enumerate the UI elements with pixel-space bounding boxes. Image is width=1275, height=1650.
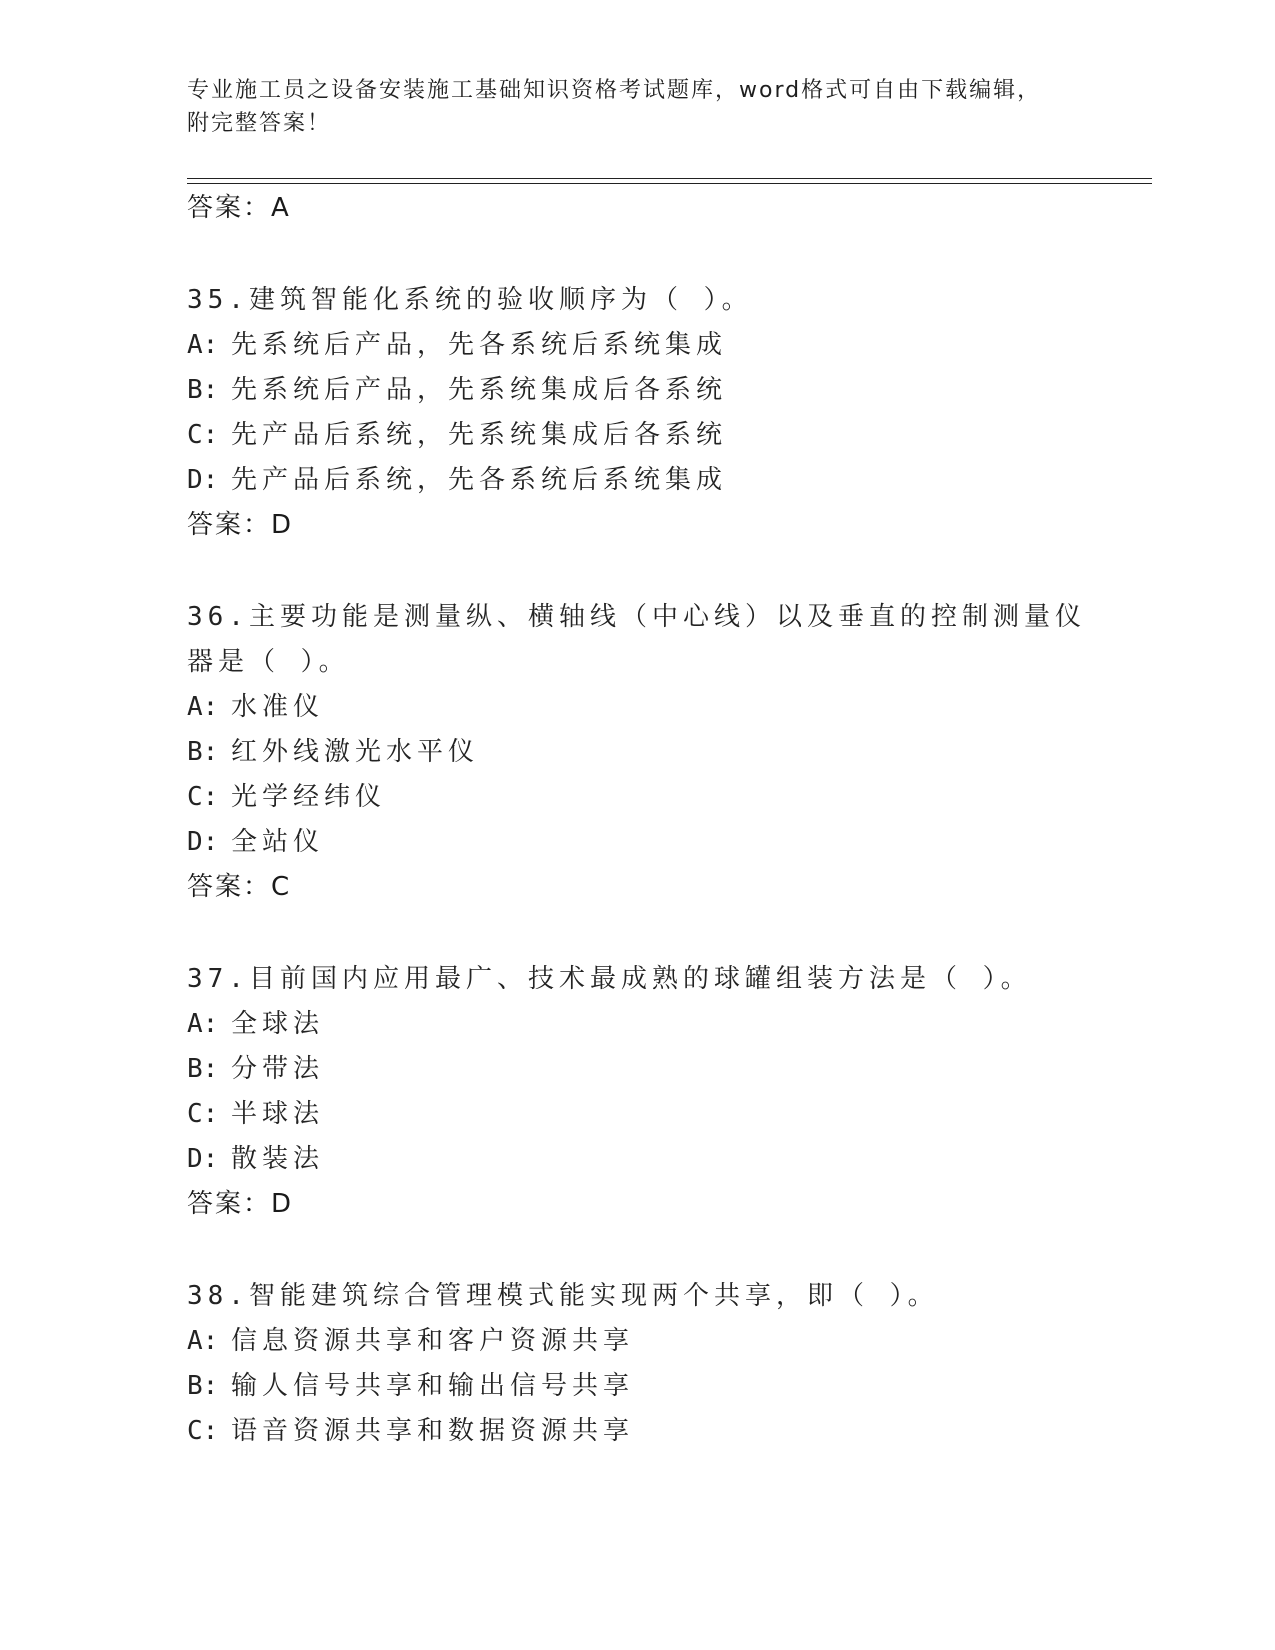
option-text: 先系统后产品，先系统集成后各系统 — [231, 375, 728, 405]
option-key: B: — [187, 375, 219, 405]
option-text: 水准仪 — [231, 692, 325, 722]
option-key: C: — [187, 782, 219, 812]
option-c — [187, 413, 1087, 458]
option-text: 先系统后产品，先各系统后系统集成 — [231, 330, 728, 360]
question-stem: 38.智能建筑综合管理模式能实现两个共享，即（ ）。 — [187, 1281, 939, 1311]
question-stem: 35.建筑智能化系统的验收顺序为（ ）。 — [187, 285, 753, 315]
option-text: 先产品后系统，先系统集成后各系统 — [231, 420, 728, 450]
option-key: B: — [187, 737, 219, 767]
option-key: D: — [187, 827, 219, 857]
option-a — [187, 685, 1087, 730]
question-list — [187, 186, 1087, 1454]
answer-value: C — [271, 872, 291, 902]
header-divider-top — [187, 178, 1152, 179]
option-d — [187, 820, 1087, 865]
option-a — [187, 1002, 1087, 1047]
header-divider-bottom — [187, 183, 1152, 184]
option-key: A: — [187, 330, 219, 360]
answer-line — [187, 865, 1087, 910]
question-stem: 37.目前国内应用最广、技术最成熟的球罐组装方法是（ ）。 — [187, 964, 1032, 994]
answer-value: A — [271, 193, 290, 223]
option-b — [187, 730, 1087, 775]
answer-line — [187, 503, 1087, 548]
option-text: 红外线激光水平仪 — [231, 737, 480, 767]
option-a — [187, 323, 1087, 368]
option-key: A: — [187, 1009, 219, 1039]
option-key: B: — [187, 1371, 219, 1401]
answer-prefix: 答案： — [187, 510, 272, 540]
answer-prefix: 答案： — [187, 193, 272, 223]
option-text: 信息资源共享和客户资源共享 — [231, 1326, 635, 1356]
option-key: D: — [187, 1144, 219, 1174]
option-text: 散装法 — [231, 1144, 325, 1174]
option-text: 半球法 — [231, 1099, 325, 1129]
option-c — [187, 1092, 1087, 1137]
option-text: 分带法 — [231, 1054, 325, 1084]
option-text: 输人信号共享和输出信号共享 — [231, 1371, 635, 1401]
option-b — [187, 1364, 1087, 1409]
option-a — [187, 1319, 1087, 1364]
option-b — [187, 368, 1087, 413]
answer-line — [187, 1182, 1087, 1227]
option-key: C: — [187, 1099, 219, 1129]
option-key: A: — [187, 692, 219, 722]
option-key: A: — [187, 1326, 219, 1356]
option-d — [187, 1137, 1087, 1182]
option-key: C: — [187, 1416, 219, 1446]
document-header — [187, 74, 1067, 140]
option-b — [187, 1047, 1087, 1092]
option-key: C: — [187, 420, 219, 450]
answer-prefix: 答案： — [187, 1189, 272, 1219]
option-text: 先产品后系统，先各系统后系统集成 — [231, 465, 728, 495]
question-block — [187, 278, 1087, 548]
option-c — [187, 775, 1087, 820]
question-stem: 36.主要功能是测量纵、横轴线（中心线）以及垂直的控制测量仪器是（ ）。 — [187, 602, 1086, 677]
option-d — [187, 458, 1087, 503]
option-text: 语音资源共享和数据资源共享 — [231, 1416, 635, 1446]
option-text: 光学经纬仪 — [231, 782, 387, 812]
answer-line — [187, 186, 1087, 231]
option-text: 全球法 — [231, 1009, 325, 1039]
header-title-line2: 附完整答案！ — [187, 111, 332, 136]
option-c — [187, 1409, 1087, 1454]
option-key: B: — [187, 1054, 219, 1084]
answer-value: D — [271, 1189, 293, 1219]
header-title-line1: 专业施工员之设备安装施工基础知识资格考试题库，word格式可自由下载编辑， — [187, 78, 1042, 103]
option-key: D: — [187, 465, 219, 495]
answer-prefix: 答案： — [187, 872, 272, 902]
question-block — [187, 595, 1087, 910]
answer-value: D — [271, 510, 293, 540]
question-block — [187, 957, 1087, 1227]
option-text: 全站仪 — [231, 827, 325, 857]
question-block — [187, 1274, 1087, 1454]
